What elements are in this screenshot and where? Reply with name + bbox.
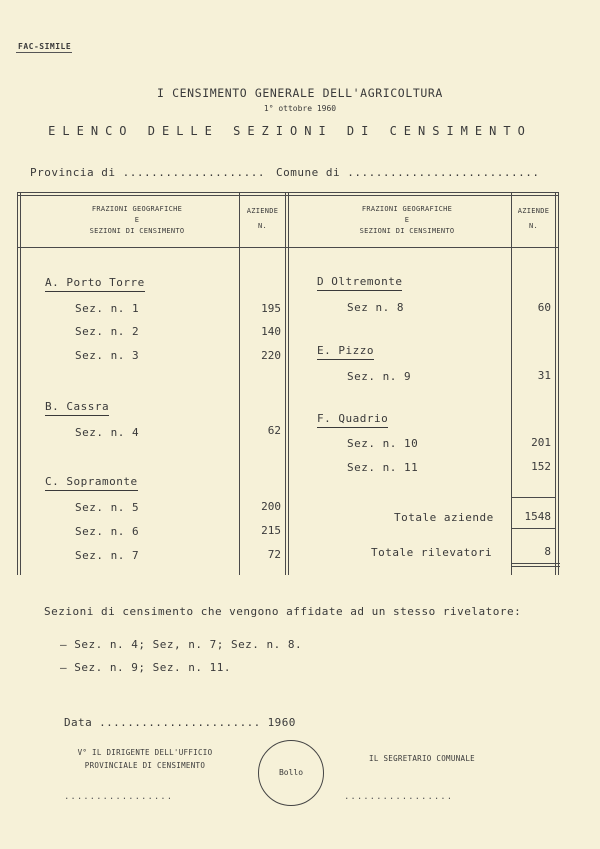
fac-simile-underline: [16, 52, 72, 53]
value-sez-5: 200: [261, 500, 281, 513]
row-sez-11: Sez. n. 11: [347, 461, 419, 474]
fac-simile-label: FAC-SIMILE: [18, 42, 72, 51]
document-subtitle: ELENCO DELLE SEZIONI DI CENSIMENTO: [48, 124, 532, 138]
table-left-border: [17, 192, 18, 575]
totale-rilevatori-value: 8: [544, 545, 551, 558]
header-frazioni-left: FRAZIONI GEOGRAFICHE E SEZIONI DI CENSIMENTO: [89, 205, 185, 235]
col-divider-2: [285, 192, 286, 575]
document-title: I CENSIMENTO GENERALE DELL'AGRICOLTURA: [157, 86, 443, 100]
value-sez-1: 195: [261, 302, 281, 315]
header-aziende-left: AZIENDE N.: [246, 207, 279, 230]
value-sez-7: 72: [267, 548, 281, 561]
row-sez-6: Sez. n. 6: [75, 525, 140, 538]
row-sez-5: Sez. n. 5: [75, 501, 140, 514]
group-porto-torre: A. Porto Torre: [45, 276, 145, 289]
assignment-line-2: — Sez. n. 9; Sez. n. 11.: [60, 661, 231, 674]
totale-rilevatori-label: Totale rilevatori: [371, 546, 493, 559]
row-sez-1: Sez. n. 1: [75, 302, 140, 315]
signature-dirigente: V° IL DIRIGENTE DELL'UFFICIO PROVINCIALE DI CENSIMENTO: [77, 748, 213, 770]
table-right-border-inner: [555, 192, 556, 575]
sections-table: [17, 192, 559, 575]
row-sez-10: Sez. n. 10: [347, 437, 419, 450]
value-sez-6: 215: [261, 524, 281, 537]
row-sez-4: Sez. n. 4: [75, 426, 140, 439]
stamp-label: Bollo: [278, 768, 304, 777]
col-divider-1: [239, 192, 240, 575]
table-right-border: [558, 192, 559, 575]
document-date: 1° ottobre 1960: [263, 104, 337, 113]
value-sez-2: 140: [261, 325, 281, 338]
signature-line-right: .................: [344, 792, 454, 802]
total-double-rule-2: [512, 566, 560, 567]
group-cassra: B. Cassra: [45, 400, 109, 413]
row-sez-2: Sez. n. 2: [75, 325, 140, 338]
row-sez-7: Sez. n. 7: [75, 549, 140, 562]
signature-segretario: IL SEGRETARIO COMUNALE: [369, 754, 475, 763]
group-sopramonte: C. Sopramonte: [45, 475, 138, 488]
header-frazioni-right: FRAZIONI GEOGRAFICHE E SEZIONI DI CENSIMENTO: [359, 205, 455, 235]
table-left-border-inner: [20, 192, 21, 575]
value-sez-10: 201: [531, 436, 551, 449]
total-rule-bottom: [512, 528, 555, 529]
signature-line-left: .................: [64, 792, 174, 802]
value-sez-9: 31: [537, 369, 551, 382]
value-sez-4: 62: [267, 424, 281, 437]
row-sez-8: Sez n. 8: [347, 301, 404, 314]
header-aziende-right: AZIENDE N.: [517, 207, 550, 230]
row-sez-9: Sez. n. 9: [347, 370, 412, 383]
assignment-note: Sezioni di censimento che vengono affidate ad un stesso rivelatore:: [44, 605, 522, 618]
value-sez-11: 152: [531, 460, 551, 473]
assignment-line-1: — Sez. n. 4; Sez, n. 7; Sez. n. 8.: [60, 638, 303, 651]
group-oltremonte: D Oltremonte: [317, 275, 402, 288]
group-pizzo: E. Pizzo: [317, 344, 374, 357]
comune-field: Comune di ...........................: [276, 166, 540, 179]
totale-aziende-value: 1548: [524, 510, 551, 523]
total-rule-top: [512, 497, 555, 498]
row-sez-3: Sez. n. 3: [75, 349, 140, 362]
col-divider-2b: [288, 192, 289, 575]
provincia-field: Provincia di ....................: [30, 166, 266, 179]
group-quadrio: F. Quadrio: [317, 412, 388, 425]
total-double-rule-1: [512, 563, 560, 564]
value-sez-3: 220: [261, 349, 281, 362]
totale-aziende-label: Totale aziende: [394, 511, 494, 524]
date-field: Data ....................... 1960: [64, 716, 296, 729]
value-sez-8: 60: [537, 301, 551, 314]
